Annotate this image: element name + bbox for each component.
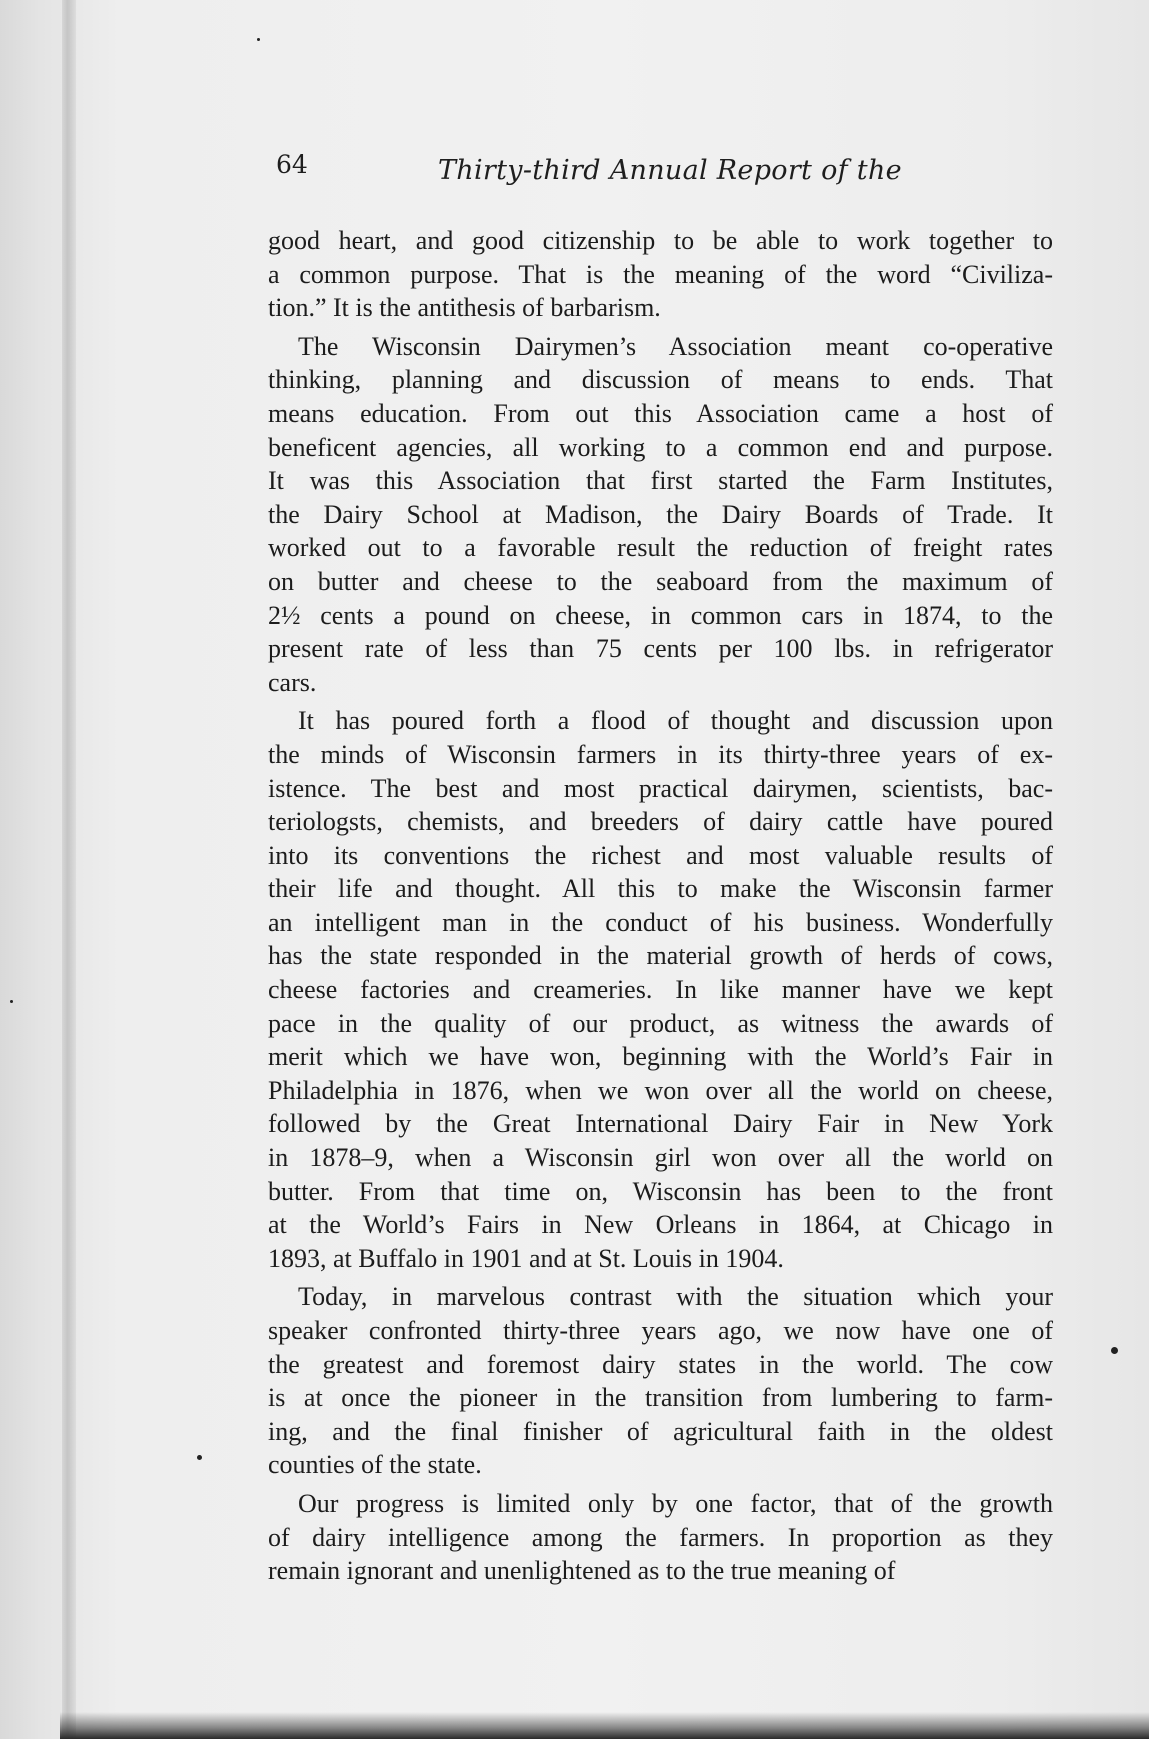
text-line: followed by the Great International Dairy Fair in New York (268, 1109, 1053, 1139)
paragraph (268, 704, 1053, 1275)
text-line: Philadelphia in 1876, when we won over all the world on cheese, (268, 1075, 1053, 1105)
text-line: worked out to a favorable result the reduction of freight rates (268, 533, 1053, 563)
text-line: the Dairy School at Madison, the Dairy Boards of Trade. It (268, 499, 1053, 529)
text-line: pace in the quality of our product, as witness the awards of (268, 1008, 1053, 1038)
text-line: of dairy intelligence among the farmers. In proportion as they (268, 1522, 1053, 1552)
text-line: butter. From that time on, Wisconsin has been to the front (268, 1176, 1053, 1206)
text-line: a common purpose. That is the meaning of the word “Civiliza- (268, 259, 1053, 289)
text-line: counties of the state. (268, 1450, 482, 1480)
text-line: cars. (268, 667, 317, 697)
text-line: 1893, at Buffalo in 1901 and at St. Louis in 1904. (268, 1243, 784, 1273)
text-line: their life and thought. All this to make the Wisconsin farmer (268, 874, 1053, 904)
text-line: at the World’s Fairs in New Orleans in 1864, at Chicago in (268, 1210, 1053, 1240)
text-line: in 1878–9, when a Wisconsin girl won over all the world on (268, 1143, 1053, 1173)
text-line: present rate of less than 75 cents per 100 lbs. in refrigerator (268, 634, 1053, 664)
body-text (268, 224, 1053, 1593)
text-line: istence. The best and most practical dairymen, scientists, bac- (268, 773, 1053, 803)
text-line: It has poured forth a flood of thought and discussion upon (298, 706, 1053, 736)
scan-speck (1111, 1347, 1118, 1354)
text-line: into its conventions the richest and most valuable results of (268, 840, 1053, 870)
text-line: tion.” It is the antithesis of barbarism. (268, 293, 661, 323)
text-line: The Wisconsin Dairymen’s Association meant co-operative (298, 331, 1053, 361)
text-line: teriologsts, chemists, and breeders of dairy cattle have poured (268, 807, 1053, 837)
text-line: merit which we have won, beginning with the World’s Fair in (268, 1042, 1053, 1072)
text-line: an intelligent man in the conduct of his business. Wonderfully (268, 907, 1053, 937)
text-line: is at once the pioneer in the transition from lumbering to farm- (268, 1383, 1053, 1413)
paragraph (268, 224, 1053, 325)
binding-gutter (62, 0, 76, 1739)
text-line: Our progress is limited only by one factor, that of the growth (298, 1488, 1053, 1518)
text-line: speaker confronted thirty-three years ago, we now have one of (268, 1316, 1053, 1345)
text-line: cheese factories and creameries. In like manner have we kept (268, 975, 1053, 1005)
paragraph (268, 1487, 1053, 1588)
text-line: It was this Association that first started the Farm Institutes, (268, 466, 1053, 496)
text-line: thinking, planning and discussion of means to ends. That (268, 365, 1053, 395)
paragraph (268, 1280, 1053, 1482)
text-line: means education. From out this Association came a host of (268, 398, 1053, 428)
text-line: the minds of Wisconsin farmers in its thirty-three years of ex- (268, 739, 1053, 769)
scan-speck (197, 1455, 202, 1460)
text-line: the greatest and foremost dairy states in the world. The cow (268, 1349, 1053, 1379)
scan-speck (10, 1000, 13, 1003)
text-line: remain ignorant and unenlightened as to the true meaning of (268, 1556, 896, 1586)
scan-speck (257, 38, 260, 41)
scan-edge-shadow (60, 1712, 1149, 1739)
text-line: has the state responded in the material growth of herds of cows, (268, 941, 1053, 971)
text-line: Today, in marvelous contrast with the situation which your (298, 1282, 1053, 1312)
text-line: beneficent agencies, all working to a common end and purpose. (268, 432, 1053, 462)
text-line: on butter and cheese to the seaboard from the maximum of (268, 566, 1053, 596)
text-line: ing, and the final finisher of agricultural faith in the oldest (268, 1416, 1053, 1446)
running-title: Thirty-third Annual Report of the (438, 155, 902, 186)
paragraph (268, 330, 1053, 700)
text-line: good heart, and good citizenship to be able to work together to (268, 226, 1053, 255)
page-number: 64 (276, 150, 308, 179)
text-line: 2½ cents a pound on cheese, in common cars in 1874, to the (268, 600, 1053, 630)
